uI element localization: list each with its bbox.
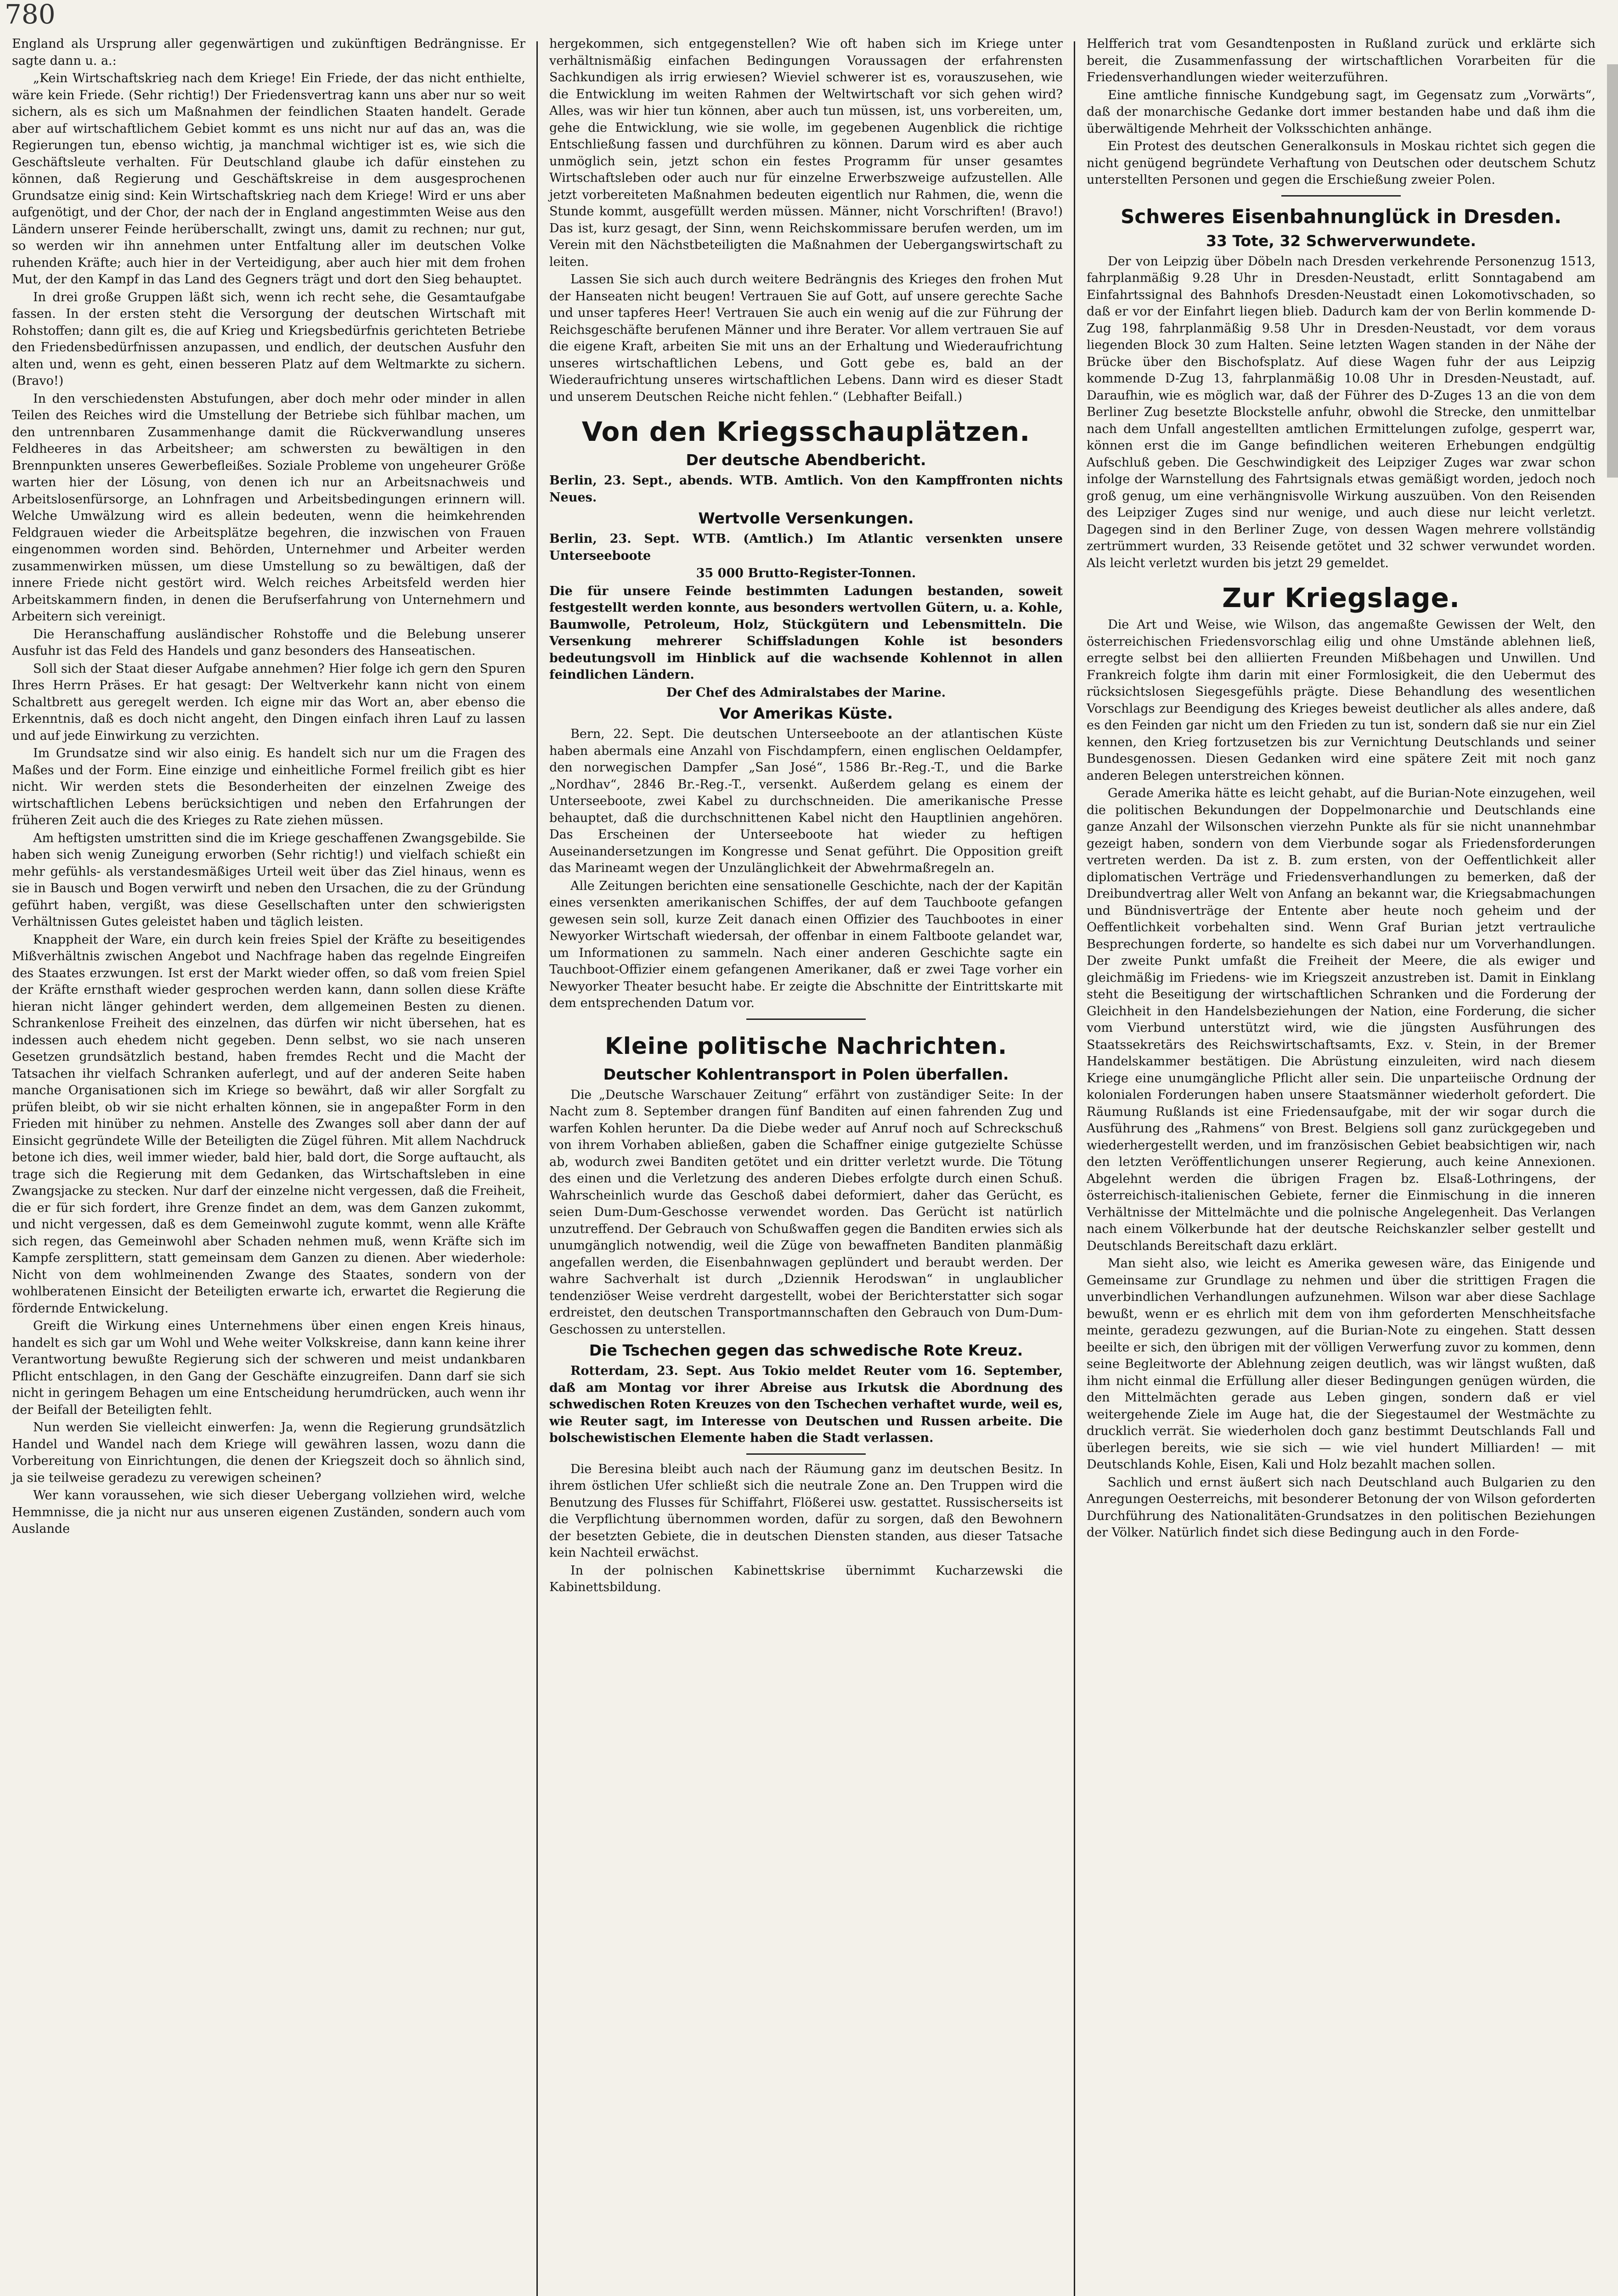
evening-report (549, 473, 1063, 506)
edge-shadow (1607, 64, 1618, 478)
paragraph: Wer kann voraussehen, wie sich dieser Uebergang vollziehen wird, welche Hemmnisse, die ja nicht nur aus unseren eigenen Zuständen, sondern auch vom Auslande (12, 1488, 525, 1536)
paragraph: Sachlich und ernst äußert sich nach Deutschland auch Bulgarien zu den Anregungen Oesterreichs, mit besonderer Betonung der von Wilson geforderten Durchführung des Nationalitäten-Grundsatzes in den politischen Beziehungen der Völker. Natürlich findet sich diese Bedingung auch in den Forde- (1087, 1475, 1595, 1540)
section-title-politics: Kleine politische Nachrichten. (605, 1032, 1007, 1059)
subtitle-sinkings: Wertvolle Versenkungen. (698, 509, 914, 527)
paragraph: Die Heranschaffung ausländischer Rohstoffe und die Belebung unserer Ausfuhr ist das Feld des Handels und ganz besonders des Hanseatischen. (12, 627, 525, 658)
subtitle-coal: Deutscher Kohlentransport in Polen überfallen. (603, 1065, 1009, 1083)
divider (746, 1019, 866, 1020)
paragraph: hergekommen, sich entgegenstellen? Wie oft haben sich im Kriege unter verhältnismäßig einfachen Bedingungen Voraussagen der erfahrensten Sachkundigen als irrig erwiesen? Wieviel schwerer ist es, vorauszusehen, wie die Entwicklung im weiten Rahmen der Weltwirtschaft vor sich gehen wird? Alles, was wir hier tun können, aber auch tun müssen, ist, uns vorbereiten, um, gehe die Entwicklung, wie sie wolle, im gegebenen Augenblick die richtige Entschließung fassen und durchführen zu können. Darum wird es aber auch unmöglich sein, jetzt schon ein festes Programm für unser gesamtes Wirtschaftsleben oder auch nur für einzelne Erwerbszweige aufzustellen. Alle jetzt vorbereiteten Maßnahmen bedeuten eigentlich nur Rahmen, die, wenn die Stunde kommt, ausgefüllt werden müssen. Männer, nicht Vorschriften! (Bravo!) Das ist, kurz gesagt, der Sinn, wenn Reichskommissare berufen werden, um im Verein mit den Nächstbeteiligten die Maßnahmen der Uebergangswirtschaft zu leiten. (549, 37, 1063, 269)
subtitle-evening-report: Der deutsche Abendbericht. (686, 451, 926, 469)
czech-report (549, 1363, 1063, 1447)
paragraph: Ein Protest des deutschen Generalkonsuls in Moskau richtet sich gegen die nicht genügend begründete Verhaftung von Deutschen oder deutschem Schutz unterstellten Personen und gegen die Erschießung zweier Polen. (1087, 139, 1595, 187)
paragraph: England als Ursprung aller gegenwärtigen und zukünftigen Bedrängnisse. Er sagte dann u. a.: (12, 37, 525, 68)
paragraph: Man sieht also, wie leicht es Amerika gewesen wäre, das Einigende und Gemeinsame zur Grundlage zu nehmen und über die strittigen Fragen die unverbindlichen Verhandlungen aufzunehmen. Wilson war aber diese Sachlage bewußt, wenn er es ehrlich mit dem von ihm geforderten Menschheitsfache meinte, geradezu gezwungen, auf die Burian-Note zu eingehen. Statt dessen beeilte er sich, den übrigen mit der völligen Verwerfung zuvor zu kommen, denn seine Begleitworte der Ablehnung zeigen deutlich, was wir längst wußten, daß ihm nicht einmal die Erfüllung aller dieser Bedingungen genügen würden, die den Mittelmächten gerade aus Leben gingen, sondern daß er viel weitergehende Ziele im Auge hat, die der Siegestaumel der Westmächte zu drucklich verrät. Sie wiederholen doch ganz bestimmt Deutschlands Fall und überlegen bereits, wie sie sich — wie viel hundert Milliarden! — mit Deutschlands Kohle, Eisen, Kali und Holz bezahlt machen sollen. (1087, 1256, 1595, 1472)
paragraph: Die Beresina bleibt auch nach der Räumung ganz im deutschen Besitz. In ihrem östlichen Ufer schließt sich die neutrale Zone an. Den Truppen wird die Benutzung des Flusses für Schiffahrt, Flößerei usw. gestattet. Russischerseits ist die Verpflichtung übernommen worden, dafür zu sorgen, daß den Bewohnern der besetzten Gebiete, die in deutschen Diensten standen, aus dieser Tatsache kein Nachteil erwächst. (549, 1462, 1063, 1560)
paragraph: Am heftigsten umstritten sind die im Kriege geschaffenen Zwangsgebilde. Sie haben sich wenig Zuneigung erworben (Sehr richtig!) und vielfach schießt ein mehr gefühls- als verstandesmäßiges Urteil weit über das Ziel hinaus, wenn es sie in Bausch und Bogen verwirft und neben den Ursachen, die zu der Gründung geführt haben, vergißt, was diese Gesellschaften unter den schwierigsten Verhältnissen Gutes geleistet haben und täglich leisten. (12, 831, 525, 929)
article-economic-speech-continued (549, 36, 1063, 405)
paragraph: Gerade Amerika hätte es leicht gehabt, auf die Burian-Note einzugehen, weil die politischen Bekundungen der Doppelmonarchie und Deutschlands eine ganze Anzahl der Wilsonschen vierzehn Punkte als für sie nicht unannehmbar gezeigt haben, sondern von dem Vierbunde sogar als Friedensforderungen vertreten werden. Da ist z. B. zum ersten, von der Oeffentlichkeit aller diplomatischen Verträge und Friedensverhandlungen zu bemerken, daß der Dreibundvertrag aller Welt von Anfang an bekannt war, die Kriegsabmachungen und Bündnisverträge der Entente aber heute noch geheim und der Oeffentlichkeit vorbehalten sind. Wenn Graf Burian jetzt vertrauliche Besprechungen forderte, so handelte es sich dabei nur um Vorverhandlungen. Der zweite Punkt umfaßt die Freiheit der Meere, die als ewiger und gleichmäßig im Friedens- wie im Kriegszeit anzustreben ist. Damit in Einklang steht die Beseitigung der wirtschaftlichen Schranken und die Forderung der Gleichheit in den Handelsbeziehungen der Nation, eine Forderung, die sicher vom Vierbund unterstützt wird, wie die jüngsten Ausführungen des Staatssekretärs des Reichswirtschaftsamts, Exz. v. Stein, in der Bremer Handelskammer bestätigen. Die Abrüstung einzuleiten, wird nach diesem Kriege eine unumgängliche Pflicht aller sein. Die unparteiische Ordnung der kolonialen Forderungen haben unsere Staatsmänner wiederholt gefordert. Die Räumung Rußlands ist eine Friedensaufgabe, mit der wir sogar durch die Ausführung des „Rahmens“ von Brest. Belgiens soll ganz zurückgegeben und wiederhergestellt werden, und im französischen Gebiet beabsichtigen wir, nach den letzten Veröffentlichungen unserer Regierung, auch keine Annexionen. Abgelehnt werden die übrigen Fragen bz. Elsaß-Lothringens, der österreichisch-italienischen Gebiete, ferner die Einmischung in die inneren Verhältnisse der Mittelmächte und die polnische Angelegenheit. Das Verlangen nach einem Völkerbunde hat der deutsche Reichskanzler selber gestellt und Deutschlands Bereitschaft dazu erklärt. (1087, 786, 1595, 1253)
section-title-situation: Zur Kriegslage. (1222, 582, 1460, 613)
paragraph: Berlin, 23. Sept., abends. WTB. Amtlich. Von den Kampffronten nichts Neues. (549, 473, 1063, 505)
beresina-report (549, 1461, 1063, 1596)
subtitle-america: Vor Amerikas Küste. (719, 704, 893, 722)
coal-report (549, 1087, 1063, 1339)
section-title-war: Von den Kriegsschauplätzen. (581, 416, 1031, 447)
section-title-dresden: Schweres Eisenbahnunglück in Dresden. (1121, 205, 1562, 228)
short-news (1087, 36, 1595, 189)
paragraph: Rotterdam, 23. Sept. Aus Tokio meldet Reuter vom 16. September, daß am Montag vor ihrer Abreise aus Irkutsk die Abordnung des schwedischen Roten Kreuzes von den Tschechen verhaftet wurde, weil es, wie Reuter sagt, im Interesse von Deutschen und Russen arbeite. Die bolschewistischen Elemente haben die Stadt verlassen. (549, 1364, 1063, 1445)
divider (1281, 195, 1401, 197)
paragraph: Helfferich trat vom Gesandtenposten in Rußland zurück und erklärte sich bereit, die Zusammenfassung der wirtschaftlichen Vorarbeiten für die Friedensverhandlungen wieder weiterzuführen. (1087, 37, 1595, 84)
dresden-report (1087, 253, 1595, 572)
subtitle-dresden-casualties: 33 Tote, 32 Schwerverwundete. (1206, 231, 1477, 250)
paragraph: In den verschiedensten Abstufungen, aber doch mehr oder minder in allen Teilen des Reiches wird die Umstellung der Betriebe sich fühlbar machen, um den untrennbaren Zusammenhange damit die Rückverwandlung unseres Feldheeres in das Arbeitsheer; am schwersten zu bewältigen in den Brennpunkten unseres Gewerbefleißes. Soziale Probleme von ungeheurer Größe warten hier der Lösung, von denen ich nur an Arbeitsnachweis und Arbeitslosenfürsorge, an Lohnfragen und Arbeitsbedingungen erinnern will. Welche Umwälzung wird es allein bedeuten, wenn die heimkehrenden Feldgrauen wieder die Arbeitsplätze begehren, die inzwischen von Frauen eingenommen worden sind. Behörden, Unternehmer und Arbeiter werden zusammenwirken müssen, um diese Umstellung so zu bewältigen, daß der innere Friede nicht gestört wird. Welch reiches Arbeitsfeld werden hier Arbeitskammern finden, in denen die Berufserfahrung von Unternehmern und Arbeitern sich vereinigt. (12, 391, 525, 624)
paragraph: Die für unsere Feinde bestimmten Ladungen bestanden, soweit festgestellt werden konnte, aus besonders wertvollen Gütern, u. a. Kohle, Baumwolle, Petroleum, Holz, Stückgütern und Lebensmitteln. Die Versenkung mehrerer Schiffsladungen Kohle ist besonders bedeutungsvoll im Hinblick auf die wachsende Kohlennot in allen feindlichen Ländern. (549, 584, 1063, 682)
column-3 (1075, 0, 1607, 2296)
situation-report (1087, 617, 1595, 1542)
paragraph: „Kein Wirtschaftskrieg nach dem Kriege! Ein Friede, der das nicht enthielte, wäre kein Friede. (Sehr richtig!) Der Friedensvertrag kann uns aber nur so weit sichern, als es sich um Maßnahmen der feindlichen Staaten handelt. Gerade aber auf wirtschaftlichem Gebiet kommt es uns nicht nur auf das an, was die Regierungen tun, ebenso wichtig, ja manchmal wichtiger ist es, wie sich die Geschäftsleute verhalten. Für Deutschland glaube ich dafür einstehen zu können, daß Regierung und Geschäftskreise in dem ausgesprochenen Grundsatze einig sind: Kein Wirtschaftskrieg nach dem Kriege! Wird er uns aber aufgenötigt, und der Chor, der nach der in England angestimmten Weise aus den Ländern unserer Feinde herüberschallt, zwingt uns, damit zu rechnen; nur gut, so werden wir ihn annehmen unter Entfaltung aller im deutschen Volke ruhenden Kräfte; auch hier in der Verteidigung, aber auch hier mit dem frohen Mut, der den Kampf in das Land des Gegners trägt und dort den Sieg behauptet. (12, 71, 525, 287)
article-economic-speech (12, 36, 525, 1538)
paragraph: Die „Deutsche Warschauer Zeitung“ erfährt von zuständiger Seite: In der Nacht zum 8. September drangen fünf Banditen auf einen fahrenden Zug und warfen Kohlen herunter. Da die Diebe weder auf Anruf noch auf Schreckschuß von ihrem Vorhaben abließen, gaben die Schaffner einige gutgezielte Schüsse ab, wodurch zwei Banditen getötet und ein dritter verletzt wurde. Die Tötung des einen und die Verletzung des anderen Diebes erfolgte durch einen Schuß. Wahrscheinlich wurde das Geschoß dabei deformiert, daher das Gerücht, es seien Dum-Dum-Geschosse verwendet worden. Das Gerücht ist natürlich unzutreffend. Der Gebrauch von Schußwaffen gegen die Banditen erwies sich als unumgänglich notwendig, weil die Züge von bewaffneten Banditen planmäßig angefallen werden, die Eisenbahnwagen geplündert und beraubt werden. Der wahre Sachverhalt ist durch „Dziennik Herodswan“ in unglaublicher tendenziöser Weise verdreht dargestellt, wobei der Berichterstatter sich sogar erdreistet, den deutschen Transportmannschaften den Gebrauch von Dum-Dum-Geschossen zu unterstellen. (549, 1087, 1063, 1337)
column-2 (537, 0, 1075, 2296)
paragraph: Lassen Sie sich auch durch weitere Bedrängnis des Krieges den frohen Mut der Hanseaten nicht beugen! Vertrauen Sie auf Gott, auf unsere gerechte Sache und unser tapferes Heer! Vertrauen Sie auch ein wenig auf die zur Führung der Reichsgeschäfte berufenen Männer und ihre Berater. Vor allem vertrauen Sie auf die eigene Kraft, arbeiten Sie mit uns an der Erhaltung und Wiederaufrichtung unseres wirtschaftlichen Lebens, und Gott gebe es, bald an der Wiederaufrichtung unseres wirtschaftlichen Lebens. Dann wird es dieser Stadt und unserem Deutschen Reiche nicht fehlen.“ (Lebhafter Beifall.) (549, 272, 1063, 404)
paragraph: 35 000 Brutto-Register-Tonnen. (696, 566, 916, 580)
paragraph: In der polnischen Kabinettskrise übernimmt Kucharzewski die Kabinettsbildung. (549, 1563, 1063, 1594)
paragraph: Eine amtliche finnische Kundgebung sagt, im Gegensatz zum „Vorwärts“, daß der monarchische Gedanke dort immer bestanden habe und daß ihm die überwältigende Mehrheit der Volksschichten anhänge. (1087, 88, 1595, 136)
divider (746, 1453, 866, 1455)
paragraph: Im Grundsatze sind wir also einig. Es handelt sich nur um die Fragen des Maßes und der Form. Eine einzige und einheitliche Formel freilich gibt es hier nicht. Wir werden stets die Besonderheiten der einzelnen Zweige des wirtschaftlichen Lebens berücksichtigen und neben den Erfahrungen der früheren Zeit auch die des Krieges zu Rate ziehen müssen. (12, 746, 525, 827)
column-1 (0, 0, 537, 2296)
paragraph: Greift die Wirkung eines Unternehmens über einen engen Kreis hinaus, handelt es sich gar um Wohl und Wehe weiter Volkskreise, dann kann keine ihrer Verantwortung bewußte Regierung sich der schweren und meist undankbaren Pflicht entschlagen, in den Gang der Geschäfte einzugreifen. Dann darf sie sich nicht in geringem Behagen um eine Entscheidung herumdrücken, auch wenn ihr der Beifall der Beteiligten fehlt. (12, 1319, 525, 1417)
paragraph: Nun werden Sie vielleicht einwerfen: Ja, wenn die Regierung grundsätzlich Handel und Wandel nach dem Kriege will gewähren lassen, wozu dann die Vorbereitung von Einrichtungen, die denen der Kriegszeit doch so ähnlich sind, ja sie teilweise geradezu zu verewigen scheinen? (12, 1420, 525, 1485)
paragraph: In drei große Gruppen läßt sich, wenn ich recht sehe, die Gesamtaufgabe fassen. In der ersten steht die Versorgung der deutschen Wirtschaft mit Rohstoffen; dann gilt es, die auf Krieg und Kriegsbedürfnis gerichteten Betriebe den Friedensbedürfnissen anzupassen, und endlich, der deutschen Ausfuhr den alten und, wenn es geht, einen besseren Platz auf dem Weltmarkte zu sichern. (Bravo!) (12, 290, 525, 388)
paragraph: Die Art und Weise, wie Wilson, das angemaßte Gewissen der Welt, den österreichischen Friedensvorschlag eilig und ohne Umstände ablehnen ließ, erregte selbst bei den alliierten Freunden Mißbehagen und Unwillen. Und Frankreich folgte ihm darin mit einer Formlosigkeit, die den Uebermut des rücksichtslosen Siegesgefühls prägte. Diese Behandlung des wesentlichen Vorschlags zur Beendigung des Krieges beweist deutlicher als alles andere, daß es den Feinden gar nicht um den Frieden zu tun ist, sondern daß sie nur ein Ziel kennen, den Krieg fortzusetzen bis zur Vernichtung Deutschlands und seiner Bundesgenossen. Diesen Gedanken wird eine spätere Zeit mit noch ganz anderen Belegen unterstreichen können. (1087, 618, 1595, 783)
paragraph: Der Chef des Admiralstabes der Marine. (666, 685, 946, 700)
paragraph: Soll sich der Staat dieser Aufgabe annehmen? Hier folge ich gern den Spuren Ihres Herrn Präses. Er hat gesagt: Der Weltverkehr kann nicht von einem Schaltbrett aus geregelt werden. Ich eigne mir das Wort an, aber ebenso die Erkenntnis, daß es doch nicht angeht, den Dingen einfach ihren Lauf zu lassen und auf jede Einwirkung zu verzichten. (12, 661, 525, 743)
paragraph: Knappheit der Ware, ein durch kein freies Spiel der Kräfte zu beseitigendes Mißverhältnis zwischen Angebot und Nachfrage haben das regelnde Eingreifen des Staates erzwungen. Ist erst der Markt wieder offen, so daß vom freien Spiel der Kräfte ernsthaft wieder gesprochen werden kann, dann sollen diese Kräfte hieran nicht länger gehindert werden, dem allgemeinen Besten zu dienen. Schrankenlose Freiheit des einzelnen, das dürfen wir nicht übersehen, hat es indessen auch ehedem nicht gegeben. Denn selbst, wo sie nach unseren Gesetzen grundsätzlich bestand, haben fremdes Recht und die Macht der Tatsachen ihr vielfach Schranken auferlegt, und auf der anderen Seite haben manche Organisationen sich im Kriege so bewährt, daß wir aller Sorgfalt zu prüfen bleibt, ob wir sie nicht erhalten können, sie in angepaßter Form in den Frieden mit hinüber zu nehmen. Anstelle des Zwanges soll aber dann der auf Einsicht gegründete Wille der Beteiligten die Zügel führen. Mit allem Nachdruck betone ich dies, weil immer wieder, bald hier, bald dort, die Sorge auftaucht, als trage sich die Regierung mit dem Gedanken, das Wirtschaftsleben in eine Zwangsjacke zu stecken. Nur darf der einzelne nicht vergessen, daß die Freiheit, die er für sich fordert, ihre Grenze findet an dem, was dem Ganzen zukommt, und nicht vergessen, daß es dem Gemeinwohl zugute kommt, wenn alle Kräfte sich regen, das Gemeinwohl aber Schaden nehmen muß, wenn Kräfte sich im Kampfe zersplittern, statt gemeinsam dem Ganzen zu dienen. Aber wiederhole: Nicht von dem wohlmeinenden Zwange des Staates, sondern von der wohlberatenen Einsicht der Beteiligten erwarte ich, erwartet die Regierung die fördernde Entwickelung. (12, 932, 525, 1316)
america-report (549, 726, 1063, 1012)
sinkings-report (549, 531, 1063, 701)
paragraph: Alle Zeitungen berichten eine sensationelle Geschichte, nach der der Kapitän eines versenkten amerikanischen Schiffes, der auf dem Tauchboote gefangen gewesen sein soll, kurze Zeit danach einen Offizier des Tauchbootes in einer Newyorker Wirtschaft wiedersah, der offenbar in einem Faltboote gelandet war, um Informationen zu sammeln. Nach einer anderen Geschichte sagte ein Tauchboot-Offizier einem gefangenen Amerikaner, daß er zwei Tage vorher ein Newyorker Theater besucht habe. Er zeigte die Abschnitte der Eintrittskarte mit dem entsprechenden Datum vor. (549, 878, 1063, 1010)
subtitle-czech: Die Tschechen gegen das schwedische Rote Kreuz. (589, 1341, 1023, 1359)
page-number: 780 (5, 0, 56, 30)
paragraph: Bern, 22. Sept. Die deutschen Unterseeboote an der atlantischen Küste haben abermals eine Anzahl von Fischdampfern, einen englischen Oeldampfer, den norwegischen Dampfer „San José“, 1586 Br.-Reg.-T., und die Barke „Nordhav“, 2846 Br.-Reg.-T., versenkt. Außerdem gelang es einem der Unterseeboote, zwei Kabel zu durchschneiden. Die amerikanische Presse behauptet, daß die durchschnittenen Kabel nicht den Hauptlinien angehören. Das Erscheinen der Unterseeboote hat wieder zu heftigen Auseinandersetzungen im Kongresse und Senat geführt. Die Opposition greift das Marineamt wegen der Unzulänglichkeit der Abwehrmaßregeln an. (549, 727, 1063, 875)
paragraph: Der von Leipzig über Döbeln nach Dresden verkehrende Personenzug 1513, fahrplanmäßig 9.28 Uhr in Dresden-Neustadt, erlitt Sonntagabend am Einfahrtssignal des Bahnhofs Dresden-Neustadt einen Lokomotivschaden, so daß er vor der Einfahrt liegen blieb. Dadurch kam der von Berlin kommende D-Zug 198, fahrplanmäßig 9.58 Uhr in Dresden-Neustadt, vor dem voraus liegenden Block 30 zum Halten. Seine letzten Wagen standen in der Nähe der Brücke über den Bischofsplatz. Auf diese Wagen fuhr der aus Leipzig kommende D-Zug 13, fahrplanmäßig 10.08 Uhr in Dresden-Neustadt, auf. Daraufhin, wie es möglich war, daß der Führer des D-Zuges 13 an die von dem Berliner Zug besetzte Blockstelle anfuhr, obwohl die Strecke, den unmittelbar nach dem Unfall angestellten amtlichen Ermittelungen zufolge, gesperrt war, können erst die im Gange befindlichen weiteren Erhebungen endgültig Aufschluß geben. Die Geschwindigkeit des Leipziger Zuges war zwar schon infolge der Warnstellung des Fahrtsignals etwas gemäßigt worden, jedoch noch groß genug, um eine verhängnisvolle Wirkung auszuüben. Von den Reisenden des Leipziger Zuges sind nur wenige, und auch diese nur leicht verletzt. Dagegen sind in den Berliner Zuge, von dessen Wagen mehrere vollständig zertrümmert wurden, 33 Reisende getötet und 32 schwer verwundet worden. Als leicht verletzt wurden bis jetzt 29 gemeldet. (1087, 254, 1595, 570)
paragraph: Berlin, 23. Sept. WTB. (Amtlich.) Im Atlantic versenkten unsere Unterseeboote (549, 532, 1063, 563)
